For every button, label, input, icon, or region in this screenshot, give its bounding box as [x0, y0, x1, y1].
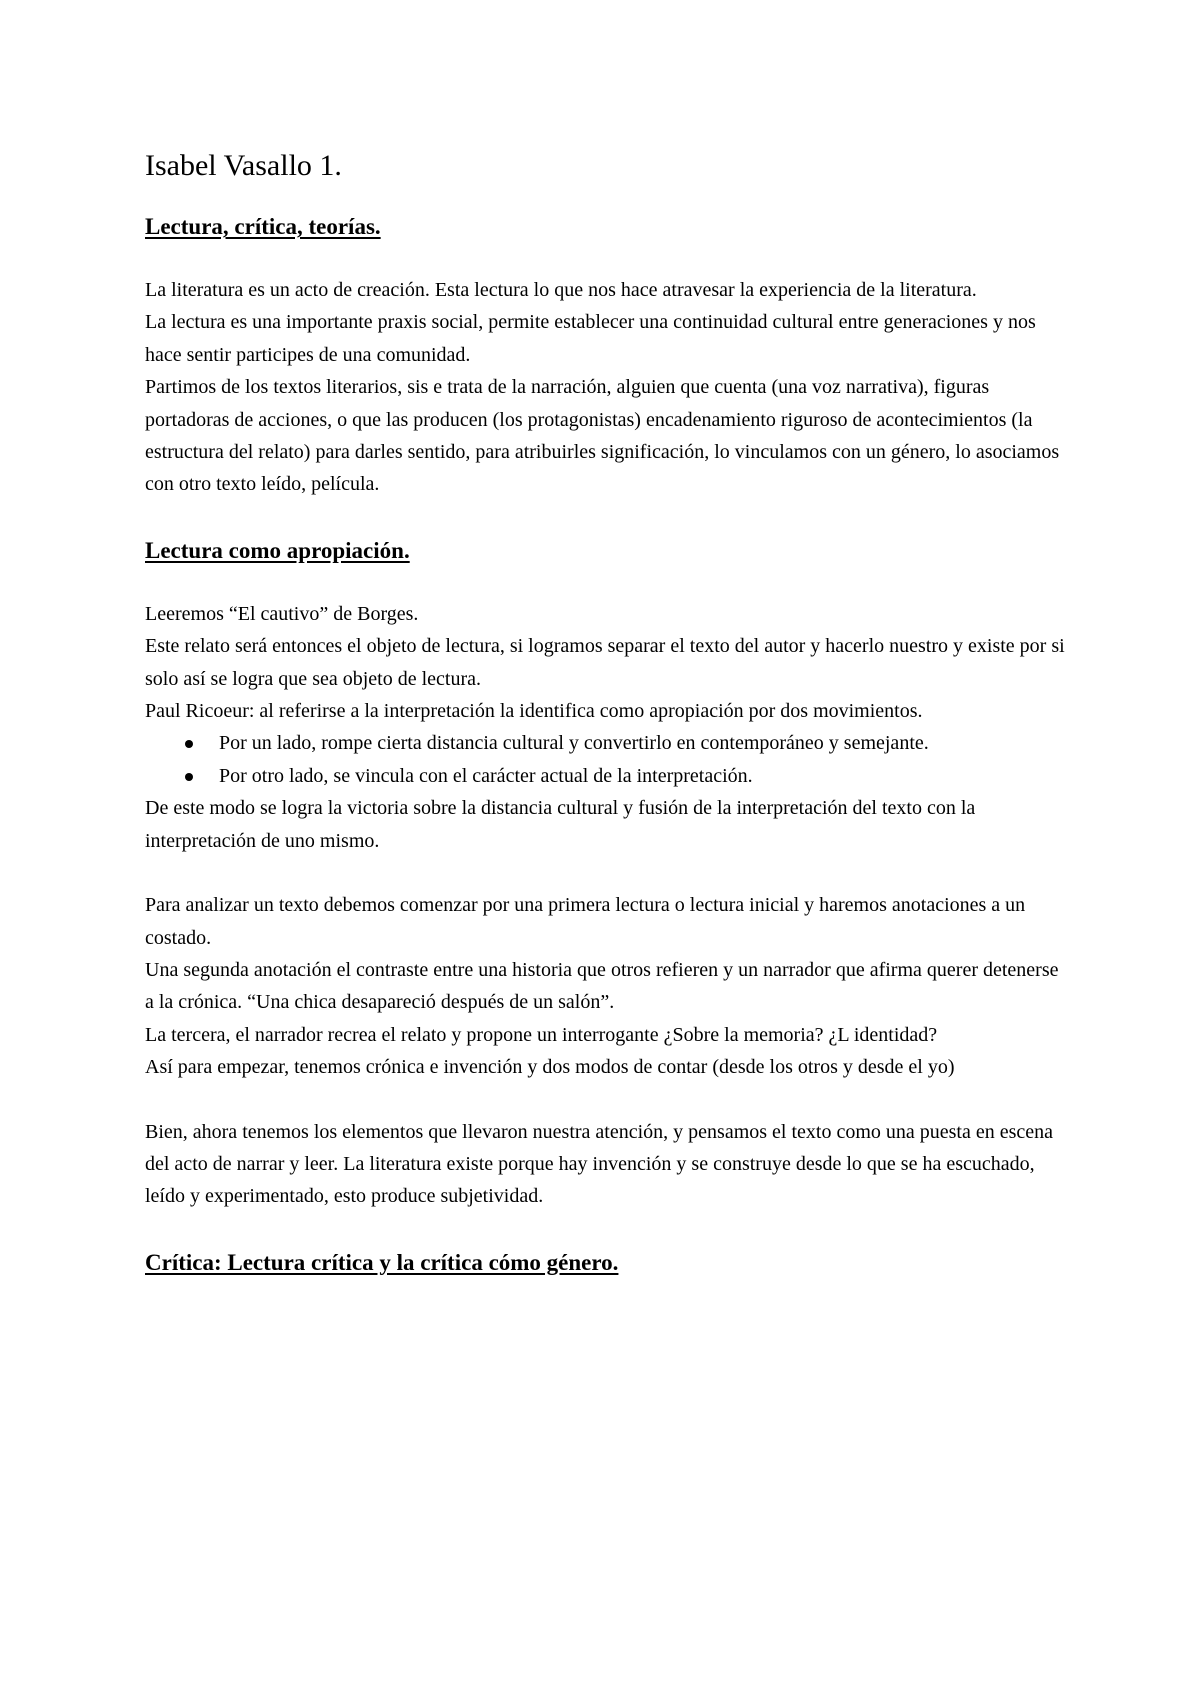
bullet-item — [145, 760, 1070, 792]
paragraph: De este modo se logra la victoria sobre la distancia cultural y fusión de la interpretación del texto con la interpretación de uno mismo. — [145, 797, 976, 852]
paragraph: Así para empezar, tenemos crónica e invención y dos modos de contar (desde los otros y desde el yo) — [145, 1056, 955, 1079]
bullet-dot-icon — [185, 773, 193, 781]
paragraph: Paul Ricoeur: al referirse a la interpretación la identifica como apropiación por dos movimientos. — [145, 700, 923, 723]
paragraph: La tercera, el narrador recrea el relato y propone un interrogante ¿Sobre la memoria? ¿L identidad? — [145, 1023, 938, 1046]
paragraph: Para analizar un texto debemos comenzar por una primera lectura o lectura inicial y haremos anotaciones a un costado. — [145, 894, 1026, 949]
section-heading-lectura-como-apropiacion: Lectura como apropiación. — [145, 537, 410, 563]
bullet-item — [145, 727, 1070, 759]
bullet-text: Por otro lado, se vincula con el carácter actual de la interpretación. — [219, 764, 753, 787]
section-heading-critica: Crítica: Lectura crítica y la crítica cómo género. — [145, 1249, 619, 1275]
document-title: Isabel Vasallo 1. — [145, 149, 342, 182]
paragraph: La literatura es un acto de creación. Esta lectura lo que nos hace atravesar la experiencia de la literatura. — [145, 279, 977, 301]
section-heading-lectura-critica-teorias: Lectura, crítica, teorías. — [145, 214, 381, 239]
bullet-list — [145, 727, 1070, 792]
paragraph: La lectura es una importante praxis social, permite establecer una continuidad cultural entre generaciones y nos hace sentir participes de una comunidad. — [145, 311, 1036, 366]
paragraph: Leeremos “El cautivo” de Borges. — [145, 602, 419, 625]
document-body — [145, 148, 1070, 1279]
paragraph: Este relato será entonces el objeto de lectura, si logramos separar el texto del autor y hacerlo nuestro y existe por si solo así se logra que sea objeto de lectura. — [145, 635, 1065, 690]
bullet-dot-icon — [185, 740, 193, 748]
bullet-text: Por un lado, rompe cierta distancia cultural y convertirlo en contemporáneo y semejante. — [219, 732, 929, 755]
paragraph: Una segunda anotación el contraste entre una historia que otros refieren y un narrador que afirma querer detenerse a la crónica. “Una chica desapareció después de un salón”. — [145, 958, 1059, 1014]
paragraph: Bien, ahora tenemos los elementos que llevaron nuestra atención, y pensamos el texto como una puesta en escena del acto de narrar y leer. La literatura existe porque hay invención y se construye desde lo que se ha escuchado, leído y experimentado, esto produce subjetividad. — [145, 1120, 1054, 1208]
paragraph: Partimos de los textos literarios, sis e trata de la narración, alguien que cuenta (una voz narrativa), figuras portadoras de acciones, o que las producen (los protagonistas) encadenamiento riguroso de acontecimientos (la estructura del relato) para darles sentido, para atribuirles significación, lo vinculamos con un género, lo asociamos con otro texto leído, película. — [145, 376, 1060, 496]
